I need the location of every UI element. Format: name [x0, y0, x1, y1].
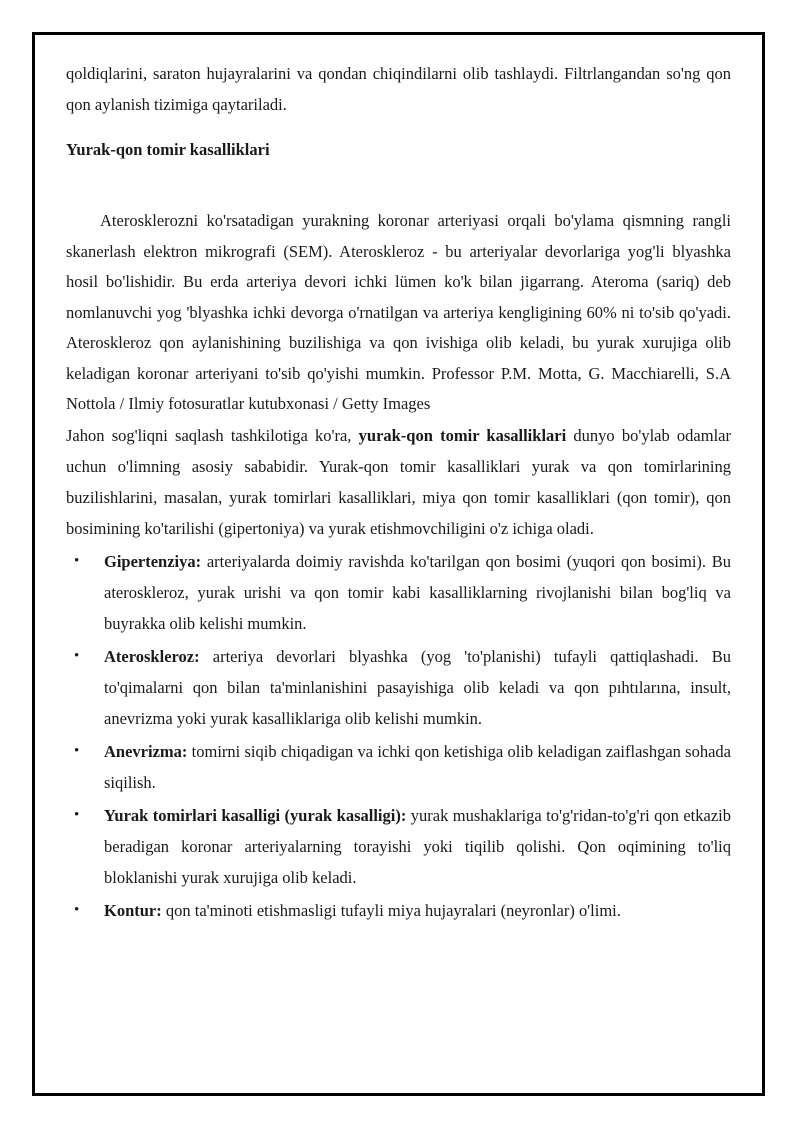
list-item-text: qon ta'minoti etishmasligi tufayli miya hujayralari (neyronlar) o'limi.: [161, 900, 621, 920]
image-caption-paragraph: Aterosklerozni ko'rsatadigan yurakning koronar arteriyasi orqali bo'ylama qismning rangli skanerlash elektron mikrografi (SEM). Ateroskleroz - bu arteriyalar devorlariga yog'li blyashka hosil bo'lishidir. Bu erda arteriya devori ichki lümen ko'k bilan jigarrang. Ateroma (sariq) deb nomlanuvchi yog 'blyashka ichki devorga o'rnatilgan va arteriya kengligining 60% ni to'sib qo'yadi. Ateroskleroz qon aylanishining buzilishiga va qon ivishiga olib keladi, bu yurak xurujiga olib keladigan koronar arteriyani to'sib qo'yishi mumkin. Professor P.M. Motta, G. Macchiarelli, S.A Nottola / Ilmiy fotosuratlar kutubxonasi / Getty Images: [66, 211, 731, 413]
list-item-term: Yurak tomirlari kasalligi (yurak kasalligi):: [104, 805, 407, 825]
list-item-term: Ateroskleroz:: [104, 646, 200, 666]
who-text-before: Jahon sog'liqni saqlash tashkilotiga ko'ra,: [66, 425, 359, 445]
list-item-term: Kontur:: [104, 900, 162, 920]
list-item-kontur: [66, 895, 731, 926]
section-heading: Yurak-qon tomir kasalliklari: [66, 140, 270, 159]
who-bold-term: yurak-qon tomir kasalliklari: [358, 425, 567, 445]
list-item-text: yurak mushaklariga to'g'ridan-to'g'ri qon etkazib beradigan koronar arteriyalarning torayishi yoki tiqilib qolishi. Qon oqimining to'liq bloklanishi yurak xurujiga olib keladi.: [104, 805, 731, 887]
disease-list: [66, 546, 731, 926]
list-item-yurak-tomirlari: [66, 800, 731, 893]
list-item-text: tomirni siqib chiqadigan va ichki qon ketishiga olib keladigan zaiflashgan sohada siqilish.: [104, 741, 731, 792]
list-item-term: Gipertenziya:: [104, 551, 202, 571]
list-item-anevrizma: [66, 736, 731, 798]
list-item-gipertenziya: [66, 546, 731, 639]
list-item-ateroskleroz: [66, 641, 731, 734]
who-text-after: dunyo bo'ylab odamlar uchun o'limning asosiy sababidir. Yurak-qon tomir kasalliklari yurak va qon tomirlarining buzilishlarini, masalan, yurak tomirlari kasalliklari, miya qon tomir kasalliklari (qon tomir), qon bosimining ko'tarilishi (gipertoniya) va yurak etishmovchiligini o'z ichiga oladi.: [66, 425, 731, 538]
document-body: [66, 58, 731, 926]
list-item-text: arteriyalarda doimiy ravishda ko'tarilgan qon bosimi (yuqori qon bosimi). Bu ateroskleroz, yurak urishi va qon tomir kabi kasalliklarning rivojlanishi bilan bog'liq va buyrakka olib kelishi mumkin.: [104, 551, 731, 633]
who-paragraph: [66, 420, 731, 544]
list-item-term: Anevrizma:: [104, 741, 188, 761]
list-item-text: arteriya devorlari blyashka (yog 'to'planishi) tufayli qattiqlashadi. Bu to'qimalarni qon bilan ta'minlanishini pasayishiga olib keladi va qon pıhtılarına, insult, anevrizma yoki yurak kasalliklariga olib kelishi mumkin.: [104, 646, 731, 728]
intro-paragraph: qoldiqlarini, saraton hujayralarini va qondan chiqindilarni olib tashlaydi. Filtrlangandan so'ng qon qon aylanish tizimiga qaytariladi.: [66, 64, 731, 114]
